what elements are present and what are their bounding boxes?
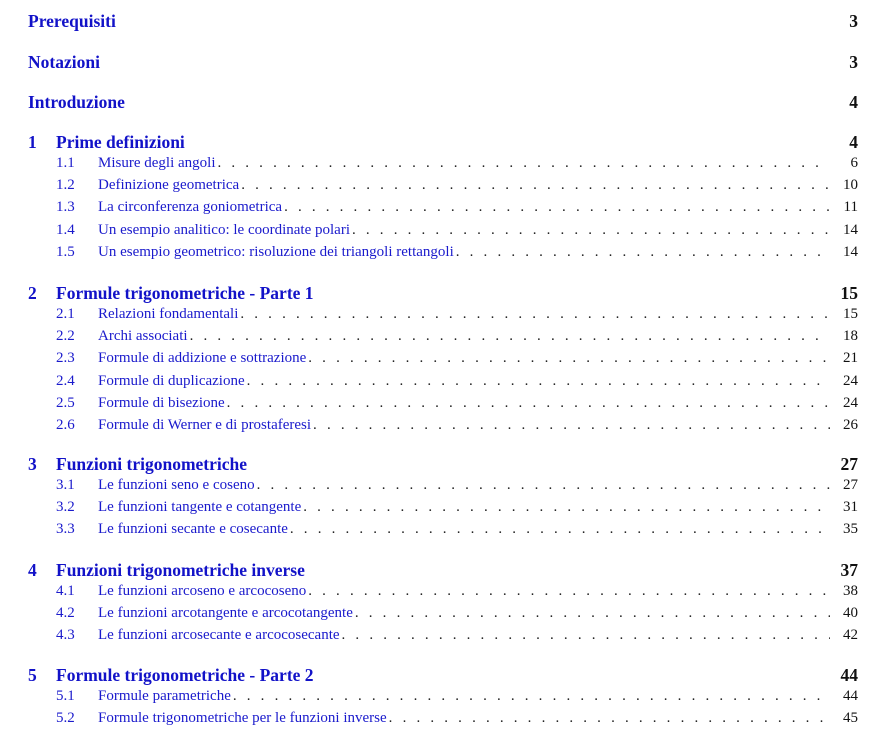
toc-entry-page: 3 [849,52,858,72]
toc-chapter[interactable] [28,560,858,581]
toc-section-page: 35 [843,521,858,538]
toc-dot-leader [284,199,830,216]
toc-chapter-title[interactable]: Formule trigonometriche - Parte 1 [56,283,314,303]
toc-section-page: 42 [843,627,858,644]
toc-section[interactable] [28,583,858,600]
toc-section-page: 45 [843,710,858,727]
toc-section[interactable] [28,395,858,412]
toc-section-number-wrap [28,155,98,172]
toc-section-number[interactable]: 1.1 [56,155,75,171]
toc-dot-leader [456,244,830,261]
toc-section-number[interactable]: 4.1 [56,583,75,599]
toc-chapter[interactable] [28,665,858,686]
toc-dot-leader [240,306,830,323]
toc-section-page: 44 [843,688,858,704]
toc-chapter-number-text[interactable]: 2 [28,283,37,303]
toc-chapter-title[interactable]: Formule trigonometriche - Parte 2 [56,665,314,685]
toc-section-number[interactable]: 4.2 [56,605,75,622]
toc-section-page: 6 [850,155,858,171]
toc-entry-page: 3 [849,11,858,31]
toc-dot-leader [342,627,830,644]
toc-chapter[interactable] [28,132,858,153]
toc-section-number-wrap [28,627,98,644]
toc-section[interactable] [28,417,858,434]
toc-section-title[interactable]: Formule di addizione e sottrazione [98,350,307,367]
toc-section-number-wrap [28,177,98,194]
toc-section-title[interactable]: Formule di duplicazione [98,372,245,389]
toc-section-number[interactable]: 1.4 [56,221,75,238]
toc-section-page: 10 [843,177,858,194]
toc-chapter-page: 4 [849,132,858,152]
toc-section[interactable] [28,710,858,727]
toc-section-title[interactable]: Le funzioni tangente e cotangente [98,499,302,516]
toc-section[interactable] [28,350,858,367]
toc-section-page: 21 [843,350,858,367]
toc-chapter-number-text[interactable]: 4 [28,560,37,580]
toc-dot-leader [257,477,830,494]
toc-section[interactable] [28,177,858,194]
toc-section[interactable] [28,244,858,261]
toc-chapter-number-text[interactable]: 5 [28,665,37,685]
toc-section-page: 24 [843,372,858,389]
toc-entry-front-matter[interactable] [28,11,858,32]
toc-dot-leader [290,521,830,538]
toc-entry-page: 4 [849,92,858,112]
toc-section-number-wrap [28,244,98,261]
toc-section-page: 11 [843,199,858,216]
toc-section-title[interactable]: Le funzioni arcoseno e arcocoseno [98,583,307,599]
toc-section-number-wrap [28,521,98,538]
toc-chapter-title[interactable]: Funzioni trigonometriche inverse [56,560,305,580]
toc-section-number[interactable]: 1.2 [56,177,75,194]
toc-chapter-number-text[interactable]: 1 [28,132,37,152]
toc-section-page: 24 [843,394,858,411]
toc-section-number-wrap [28,350,98,367]
toc-chapter-number [28,560,56,581]
toc-chapter-number [28,132,56,153]
toc-section-number-wrap [28,583,98,600]
toc-section-page: 26 [843,417,858,433]
toc-section-number[interactable]: 2.1 [56,306,75,322]
toc-section[interactable] [28,605,858,622]
toc-section[interactable] [28,199,858,216]
toc-section-title[interactable]: La circonferenza goniometrica [98,199,283,216]
toc-dot-leader [241,177,830,194]
toc-section-page: 31 [843,499,858,516]
toc-section[interactable] [28,477,858,494]
toc-section-page: 14 [843,221,858,238]
toc-dot-leader [355,605,830,622]
toc-entry-front-matter[interactable] [28,92,858,113]
toc-section[interactable] [28,222,858,239]
toc-section-number[interactable]: 3.1 [56,477,75,493]
toc-section-number[interactable]: 1.3 [56,199,75,216]
toc-section-number-wrap [28,605,98,622]
toc-section-title[interactable]: Formule di Werner e di prostaferesi [98,417,312,433]
toc-chapter-page: 44 [840,665,858,685]
toc-dot-leader [233,688,830,705]
toc-section-number[interactable]: 3.2 [56,499,75,516]
toc-section[interactable] [28,521,858,538]
toc-chapter-number [28,283,56,304]
toc-section-number-wrap [28,373,98,390]
toc-section[interactable] [28,627,858,644]
toc-section-number[interactable]: 5.1 [56,688,75,704]
toc-section-title[interactable]: Archi associati [98,328,188,345]
toc-section-title[interactable]: Formule trigonometriche per le funzioni inverse [98,710,387,727]
toc-section-number-wrap [28,199,98,216]
toc-section-page: 40 [843,605,858,622]
toc-chapter-number [28,454,56,475]
toc-section-title[interactable]: Le funzioni secante e cosecante [98,521,288,538]
toc-section-number[interactable]: 5.2 [56,710,75,727]
toc-section[interactable] [28,373,858,390]
toc-entry-title[interactable]: Notazioni [28,52,100,72]
toc-section-number-wrap [28,395,98,412]
toc-section-number[interactable]: 3.3 [56,521,75,538]
toc-chapter-page: 15 [840,283,858,303]
toc-section-number[interactable]: 1.5 [56,243,75,260]
toc-entry-front-matter[interactable] [28,52,858,73]
toc-entry-title[interactable]: Prerequisiti [28,11,116,31]
toc-section-number-wrap [28,328,98,345]
toc-dot-leader [217,155,830,172]
toc-section-number[interactable]: 2.2 [56,328,75,345]
toc-section[interactable] [28,328,858,345]
toc-chapter[interactable] [28,283,858,304]
toc-chapter-title[interactable]: Funzioni trigonometriche [56,454,248,474]
toc-section-title[interactable]: Relazioni fondamentali [98,306,239,322]
toc-section-number[interactable]: 2.5 [56,394,75,411]
toc-dot-leader [190,328,830,345]
toc-section-title[interactable]: Un esempio geometrico: risoluzione dei triangoli rettangoli [98,243,454,260]
toc-section-number-wrap [28,417,98,434]
toc-dot-leader [303,499,830,516]
toc-section-number-wrap [28,710,98,727]
toc-chapter[interactable] [28,454,858,475]
toc-section-title[interactable]: Le funzioni arcosecante e arcocosecante [98,627,340,644]
toc-section-page: 14 [843,243,858,260]
toc-section-title[interactable]: Formule di bisezione [98,394,225,411]
toc-chapter-page: 27 [840,454,858,474]
toc-chapter-number [28,665,56,686]
toc-section[interactable] [28,688,858,705]
toc-dot-leader [247,373,830,390]
toc-section-number-wrap [28,306,98,323]
toc-chapter-title[interactable]: Prime definizioni [56,132,185,152]
toc-section-number[interactable]: 2.6 [56,417,75,433]
toc-section-number[interactable]: 2.3 [56,350,75,367]
toc-dot-leader [352,222,830,239]
toc-section-page: 38 [843,583,858,599]
toc-dot-leader [308,350,830,367]
toc-section-title[interactable]: Definizione geometrica [98,177,240,194]
toc-section-title[interactable]: Misure degli angoli [98,155,216,171]
toc-section-number-wrap [28,477,98,494]
toc-section-number[interactable]: 4.3 [56,627,75,644]
toc-section-title[interactable]: Un esempio analitico: le coordinate polari [98,221,350,238]
toc-section-number-wrap [28,688,98,705]
toc-section-page: 18 [843,328,858,345]
toc-section-page: 27 [843,477,858,493]
toc-section[interactable] [28,155,858,172]
toc-section-title[interactable]: Le funzioni seno e coseno [98,477,255,493]
toc-section[interactable] [28,499,858,516]
toc-dot-leader [313,417,830,434]
toc-section-number[interactable]: 2.4 [56,372,75,389]
toc-chapter-page: 37 [840,560,858,580]
toc-dot-leader [227,395,830,412]
toc-dot-leader [308,583,830,600]
toc-section-title[interactable]: Formule parametriche [98,688,231,704]
toc-section-number-wrap [28,222,98,239]
toc-section-page: 15 [843,306,858,322]
toc-section[interactable] [28,306,858,323]
toc-chapter-number-text[interactable]: 3 [28,454,37,474]
toc-entry-title[interactable]: Introduzione [28,92,125,112]
toc-section-title[interactable]: Le funzioni arcotangente e arcocotangente [98,605,353,622]
toc-dot-leader [389,710,830,727]
toc-section-number-wrap [28,499,98,516]
